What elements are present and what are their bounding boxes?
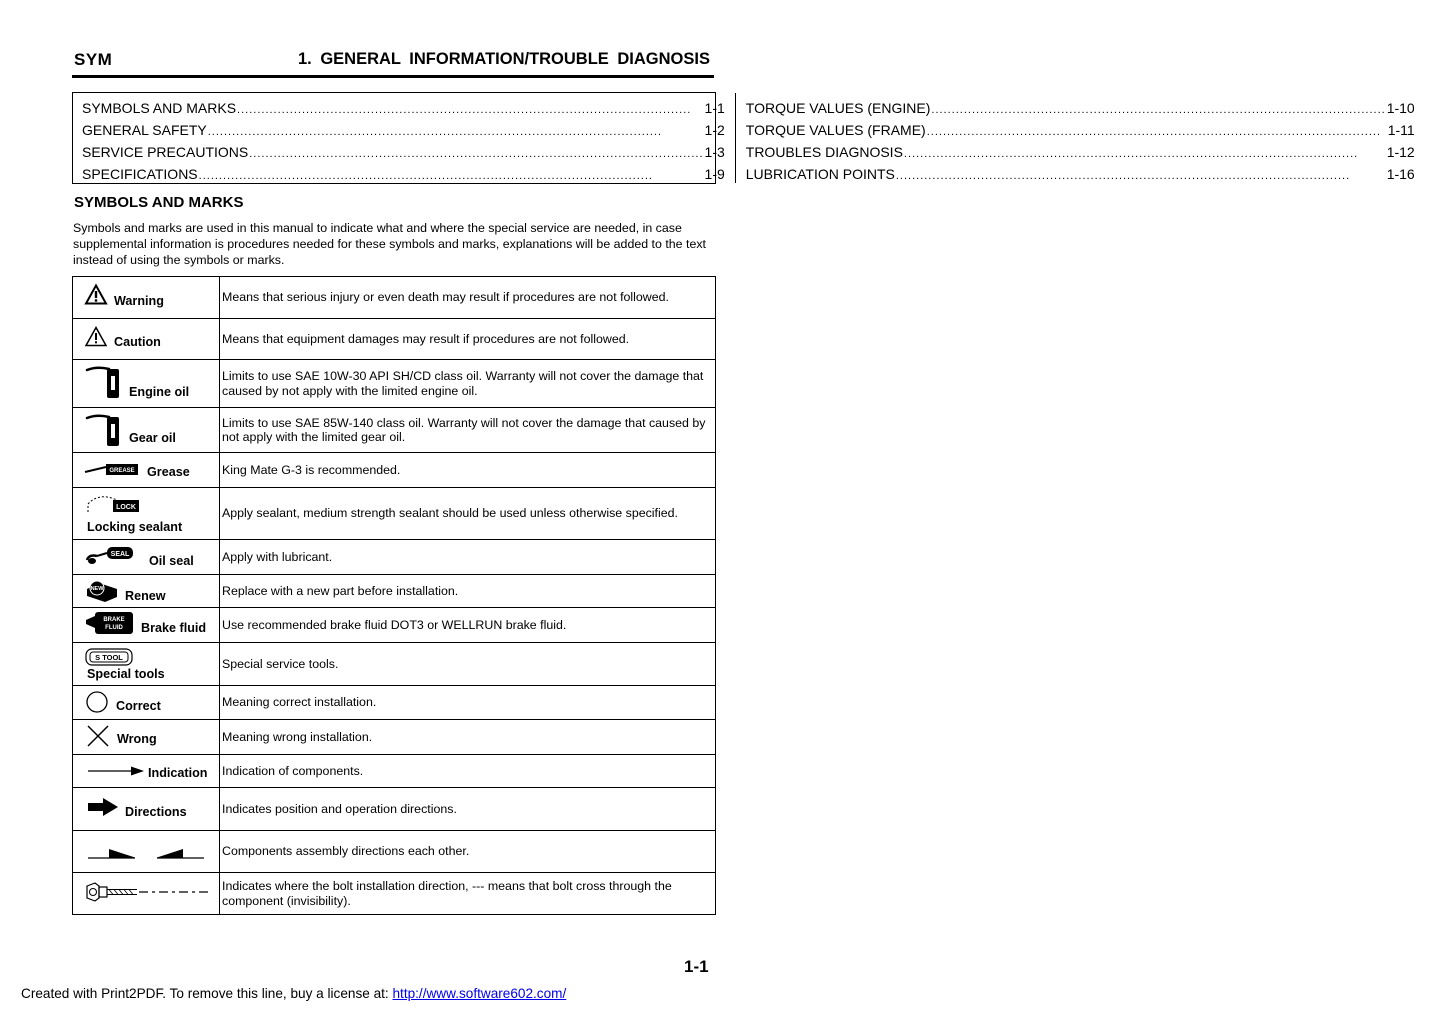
symbol-label: Directions <box>125 805 187 819</box>
toc-entry-label: GENERAL SAFETY <box>82 122 207 138</box>
toc-leader <box>896 165 1386 187</box>
symbol-description: Means that serious injury or even death may result if procedures are not followed. <box>222 290 669 305</box>
symbol-description: Means that equipment damages may result if procedures are not followed. <box>222 331 630 346</box>
symbol-row-oil-seal <box>73 540 715 575</box>
toc-leader <box>237 99 703 121</box>
symbol-cell <box>73 873 220 914</box>
toc-entry-label: TORQUE VALUES (FRAME) <box>745 122 926 138</box>
toc-entry-page: 1-9 <box>704 166 725 182</box>
toc-leader <box>208 121 704 143</box>
symbol-cell <box>73 277 220 318</box>
symbol-row-gear-oil <box>73 408 715 453</box>
symbol-label: Oil seal <box>149 554 194 568</box>
toc-entry-label: LUBRICATION POINTS <box>745 166 895 182</box>
toc-entry[interactable] <box>746 97 1415 119</box>
symbol-description: Limits to use SAE 85W-140 class oil. Warranty will not cover the damage that caused by not apply with the limited gear oil. <box>222 415 706 444</box>
symbol-row-indication <box>73 755 715 788</box>
symbol-row-caution <box>73 319 715 360</box>
seal-icon-text: SEAL <box>110 551 130 558</box>
symbol-row-correct <box>73 686 715 720</box>
section-title: SYMBOLS AND MARKS <box>74 194 244 211</box>
footer-notice <box>21 986 566 1001</box>
toc-entry-page: 1-16 <box>1386 166 1415 182</box>
page-header <box>72 49 714 78</box>
symbol-cell <box>73 755 220 787</box>
toc-entry-page: 1-1 <box>704 100 725 116</box>
bold-arrow-icon <box>87 797 119 817</box>
toc-entry-page: 1-12 <box>1386 144 1415 160</box>
symbol-row-assembly-directions <box>73 831 715 873</box>
symbol-description: Replace with a new part before installation. <box>222 583 459 598</box>
grease-gun-icon <box>84 461 140 477</box>
toc-entry[interactable] <box>82 141 725 163</box>
thin-arrow-icon <box>87 765 145 777</box>
symbol-cell <box>73 319 220 359</box>
toc-entry[interactable] <box>746 119 1415 141</box>
bolt-direction-icon <box>85 882 213 902</box>
symbol-row-grease <box>73 453 715 488</box>
toc-entry-label: TROUBLES DIAGNOSIS <box>745 144 903 160</box>
symbol-row-wrong <box>73 720 715 755</box>
lock-sealant-icon <box>85 490 141 518</box>
symbol-cell <box>73 408 220 452</box>
brake-fluid-icon-text-line: BRAKE <box>103 617 125 623</box>
new-icon-text: NEW <box>90 586 104 592</box>
symbol-row-brake-fluid <box>73 608 715 643</box>
symbol-cell <box>73 575 220 607</box>
toc-entry-label: SERVICE PRECAUTIONS <box>82 144 249 160</box>
symbol-description: Meaning correct installation. <box>222 695 377 710</box>
lock-icon-text: LOCK <box>116 504 136 511</box>
symbol-description: King Mate G-3 is recommended. <box>222 462 401 477</box>
warning-triangle-icon <box>85 284 107 305</box>
intro-paragraph: Symbols and marks are used in this manual to indicate what and where the special service are needed, in case supplemental information is procedures needed for these symbols and marks, explanations will be added to the text instead of using the symbols or marks. <box>73 221 706 267</box>
toc-entry-label: SYMBOLS AND MARKS <box>82 100 237 116</box>
symbol-row-engine-oil <box>73 360 715 408</box>
footer-text: Created with Print2PDF. To remove this line, buy a license at: <box>21 986 393 1001</box>
symbol-label: Wrong <box>117 732 157 746</box>
brake-fluid-icon-text-line: FLUID <box>105 625 123 631</box>
chapter-title: 1. GENERAL INFORMATION/TROUBLE DIAGNOSIS <box>298 50 710 68</box>
toc-entry-label: TORQUE VALUES (ENGINE) <box>745 100 931 116</box>
symbol-label: Indication <box>148 766 208 780</box>
symbol-label: Gear oil <box>129 431 176 445</box>
symbol-row-locking-sealant <box>73 488 715 540</box>
footer-link[interactable]: http://www.software602.com/ <box>392 986 567 1001</box>
symbol-cell <box>73 686 220 719</box>
symbol-cell <box>73 608 220 642</box>
toc-entry-page: 1-2 <box>704 122 725 138</box>
circle-icon <box>85 690 109 714</box>
toc-leader <box>249 143 703 165</box>
toc-entry[interactable] <box>746 163 1415 185</box>
toc-entry[interactable] <box>746 141 1415 163</box>
toc-entry-page: 1-3 <box>704 144 725 160</box>
symbol-row-bolt-direction <box>73 873 715 914</box>
toc-entry[interactable] <box>82 97 725 119</box>
symbol-label: Brake fluid <box>141 621 207 635</box>
symbol-label: Special tools <box>87 667 165 681</box>
brand-name: SYM <box>74 50 113 69</box>
symbols-table <box>72 276 716 915</box>
toc-entry[interactable] <box>82 119 725 141</box>
renew-part-icon <box>85 579 119 603</box>
symbol-row-warning <box>73 277 715 319</box>
toc-left-column <box>73 93 736 183</box>
symbol-row-special-tools <box>73 643 715 686</box>
toc-entry-page: 1-11 <box>1387 122 1415 138</box>
brake-fluid-icon <box>85 611 135 635</box>
symbol-cell <box>73 720 220 754</box>
symbol-row-directions <box>73 788 715 831</box>
grease-icon-text: GREASE <box>109 468 135 474</box>
oil-can-icon <box>85 366 123 400</box>
symbol-row-renew <box>73 575 715 608</box>
toc-leader <box>931 99 1385 121</box>
toc-entry[interactable] <box>82 163 725 185</box>
symbol-label: Renew <box>125 589 166 603</box>
symbol-label: Caution <box>114 335 161 349</box>
toc-right-column <box>736 93 1429 183</box>
symbol-description: Apply with lubricant. <box>222 549 333 564</box>
symbol-description: Use recommended brake fluid DOT3 or WELLRUN brake fluid. <box>222 617 567 632</box>
symbol-label: Correct <box>116 699 161 713</box>
symbol-cell <box>73 488 220 539</box>
symbol-description: Special service tools. <box>222 656 339 671</box>
assembly-direction-icon <box>87 845 209 861</box>
symbol-description: Indication of components. <box>222 763 364 778</box>
special-tool-icon <box>85 648 133 666</box>
toc-leader <box>927 121 1387 143</box>
toc-entry-page: 1-10 <box>1386 100 1415 116</box>
symbol-cell <box>73 360 220 407</box>
page-number: 1-1 <box>684 957 709 976</box>
symbol-description: Indicates position and operation directions. <box>222 801 457 816</box>
symbol-cell <box>73 643 220 685</box>
symbol-label: Warning <box>114 294 164 308</box>
symbol-description: Limits to use SAE 10W-30 API SH/CD class oil. Warranty will not cover the damage that caused by not apply with the limited engine oil. <box>222 369 704 398</box>
table-of-contents <box>72 92 1415 184</box>
symbol-label: Grease <box>147 465 190 479</box>
special-tool-icon-text: S TOOL <box>95 653 123 662</box>
toc-leader <box>904 143 1386 165</box>
symbol-cell <box>73 453 220 487</box>
toc-leader <box>199 165 704 187</box>
oil-seal-icon <box>85 544 137 566</box>
symbol-cell <box>73 831 220 872</box>
symbol-cell <box>73 788 220 830</box>
symbol-description: Components assembly directions each other. <box>222 844 470 859</box>
symbol-description: Apply sealant, medium strength sealant should be used unless otherwise specified. <box>222 506 678 521</box>
symbol-description: Indicates where the bolt installation direction, --- means that bolt cross through the component (invisibility). <box>222 879 672 908</box>
oil-can-icon <box>85 414 123 448</box>
caution-triangle-icon <box>85 326 107 347</box>
symbol-description: Meaning wrong installation. <box>222 729 373 744</box>
toc-entry-label: SPECIFICATIONS <box>82 166 198 182</box>
symbol-cell <box>73 540 220 574</box>
symbol-label: Locking sealant <box>87 520 183 534</box>
cross-icon <box>86 724 110 748</box>
symbol-label: Engine oil <box>129 385 190 399</box>
